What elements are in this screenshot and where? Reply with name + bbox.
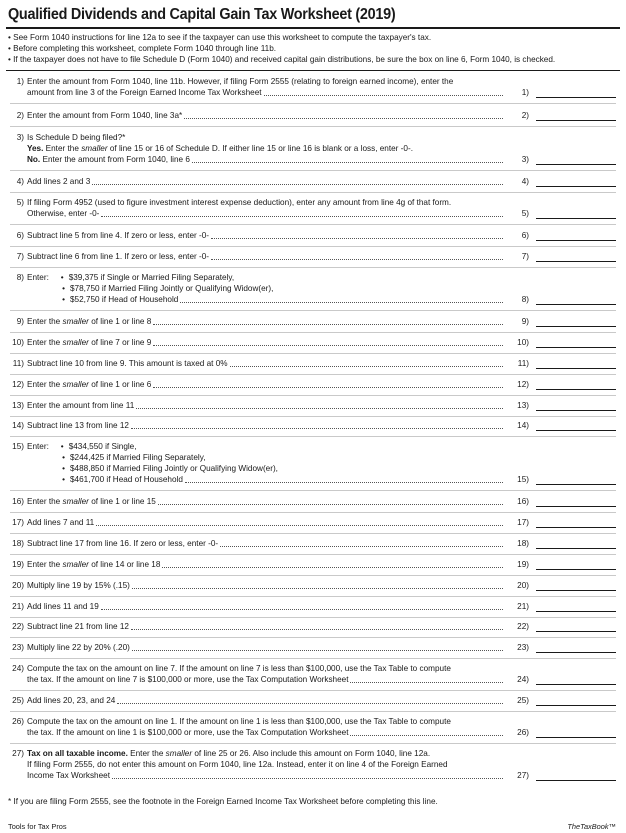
line-9-amount-field[interactable] <box>536 316 616 327</box>
footer-publisher: Tools for Tax Pros <box>8 822 67 831</box>
line-ref: 8) <box>521 295 529 304</box>
line-text: Subtract line 21 from line 12 <box>27 622 129 631</box>
line-ref: 7) <box>521 252 529 261</box>
line-number: 3) <box>16 133 24 142</box>
bullets-divider <box>6 70 620 71</box>
line-text: Subtract line 5 from line 4. If zero or less, enter -0- <box>27 231 210 240</box>
title-divider <box>6 27 620 29</box>
line-25-amount-field[interactable] <box>536 695 616 706</box>
line-text: Subtract line 13 from line 12 <box>27 421 129 430</box>
line-24-amount-field[interactable] <box>536 674 616 685</box>
line-text: the tax. If the amount on line 7 is $100,000 or more, use the Tax Computation Worksheet <box>27 675 349 684</box>
line-17-amount-field[interactable] <box>536 517 616 528</box>
line-5-amount-field[interactable] <box>536 208 616 219</box>
line-ref: 19) <box>517 560 529 569</box>
worksheet-title: Qualified Dividends and Capital Gain Tax Worksheet (2019) <box>8 6 396 23</box>
line-text: Add lines 2 and 3 <box>27 177 91 186</box>
line-number: 4) <box>16 177 24 186</box>
line-14-amount-field[interactable] <box>536 420 616 431</box>
line-text: Subtract line 17 from line 16. If zero or less, enter -0- <box>27 539 219 548</box>
line-ref: 13) <box>517 401 529 410</box>
line-number: 17) <box>12 518 24 527</box>
line-text: Otherwise, enter -0- <box>27 209 100 218</box>
line-2-amount-field[interactable] <box>536 110 616 121</box>
line-number: 24) <box>12 664 24 673</box>
line-8-amount-field[interactable] <box>536 294 616 305</box>
line-ref: 27) <box>517 771 529 780</box>
line-text: Add lines 20, 23, and 24 <box>27 696 116 705</box>
line-16-amount-field[interactable] <box>536 496 616 507</box>
line-ref: 14) <box>517 421 529 430</box>
instruction-bullet: • If the taxpayer does not have to file Schedule D (Form 1040) and received capital gain distributions, be sure the box on line 6, Form 1040, is checked. <box>8 55 556 64</box>
line-ref: 4) <box>521 177 529 186</box>
line-ref: 18) <box>517 539 529 548</box>
line-6-amount-field[interactable] <box>536 230 616 241</box>
line-number: 14) <box>12 421 24 430</box>
line-text: Enter the amount from line 11 <box>27 401 135 410</box>
line-number: 2) <box>16 111 24 120</box>
line-text: Subtract line 10 from line 9. This amount is taxed at 0% <box>27 359 228 368</box>
line-text: Multiply line 22 by 20% (.20) <box>27 643 130 652</box>
line-ref: 6) <box>521 231 529 240</box>
line-7-amount-field[interactable] <box>536 251 616 262</box>
line-number: 5) <box>16 198 24 207</box>
footer-brand: TheTaxBook™ <box>567 822 616 831</box>
line-number: 18) <box>12 539 24 548</box>
line-text: Add lines 11 and 19 <box>27 602 99 611</box>
line-ref: 9) <box>521 317 529 326</box>
line-text: If filing Form 4952 (used to figure investment interest expense deduction), enter any amount from line 4g of that form. <box>27 198 452 207</box>
line-20-amount-field[interactable] <box>536 580 616 591</box>
line-text: the tax. If the amount on line 1 is $100,000 or more, use the Tax Computation Worksheet <box>27 728 349 737</box>
line-number: 10) <box>12 338 24 347</box>
line-number: 1) <box>16 77 24 86</box>
line-ref: 26) <box>517 728 529 737</box>
line-ref: 12) <box>517 380 529 389</box>
line-15-amount-field[interactable] <box>536 474 616 485</box>
line-number: 9) <box>16 317 24 326</box>
line-ref: 16) <box>517 497 529 506</box>
line-text: Compute the tax on the amount on line 7. If the amount on line 7 is less than $100,000, use the Tax Table to compute <box>27 664 451 673</box>
line-13-amount-field[interactable] <box>536 400 616 411</box>
line-ref: 10) <box>517 338 529 347</box>
line-ref: 17) <box>517 518 529 527</box>
line-number: 8) <box>16 273 24 282</box>
line-number: 20) <box>12 581 24 590</box>
line-number: 11) <box>12 359 24 368</box>
line-18-amount-field[interactable] <box>536 538 616 549</box>
footnote: * If you are filing Form 2555, see the footnote in the Foreign Earned Income Tax Worksheet before completing this line. <box>8 797 438 806</box>
line-ref: 2) <box>521 111 529 120</box>
line-19-amount-field[interactable] <box>536 559 616 570</box>
line-ref: 1) <box>521 88 529 97</box>
instruction-bullets <box>8 32 618 65</box>
line-text: Compute the tax on the amount on line 1. If the amount on line 1 is less than $100,000, use the Tax Table to compute <box>27 717 451 726</box>
line-number: 15) <box>12 442 24 451</box>
line-number: 25) <box>12 696 24 705</box>
line-4-amount-field[interactable] <box>536 176 616 187</box>
line-23-amount-field[interactable] <box>536 642 616 653</box>
line-number: 22) <box>12 622 24 631</box>
line-number: 26) <box>12 717 24 726</box>
line-11-amount-field[interactable] <box>536 358 616 369</box>
line-27-amount-field[interactable] <box>536 770 616 781</box>
line-21-amount-field[interactable] <box>536 601 616 612</box>
line-26-amount-field[interactable] <box>536 727 616 738</box>
line-ref: 22) <box>517 622 529 631</box>
line-3-amount-field[interactable] <box>536 154 616 165</box>
line-text: Multiply line 19 by 15% (.15) <box>27 581 130 590</box>
line-ref: 23) <box>517 643 529 652</box>
instruction-bullet: • Before completing this worksheet, complete Form 1040 through line 11b. <box>8 44 277 53</box>
line-text: amount from line 3 of the Foreign Earned Income Tax Worksheet <box>27 88 262 97</box>
line-number: 23) <box>12 643 24 652</box>
line-ref: 20) <box>517 581 529 590</box>
line-text: Enter the amount from Form 1040, line 3a* <box>27 111 183 120</box>
line-text: Enter the amount from Form 1040, line 11b. However, if filing Form 2555 (relating to foreign earned income), enter the <box>27 77 454 86</box>
line-number: 7) <box>16 252 24 261</box>
line-number: 19) <box>12 560 24 569</box>
line-number: 13) <box>12 401 24 410</box>
line-10-amount-field[interactable] <box>536 337 616 348</box>
line-text: If filing Form 2555, do not enter this amount on Form 1040, line 12a. Instead, enter it on line 4 of the Foreign Earned <box>27 760 448 769</box>
line-text: Add lines 7 and 11 <box>27 518 95 527</box>
line-ref: 3) <box>521 155 529 164</box>
line-number: 6) <box>16 231 24 240</box>
line-text: Income Tax Worksheet <box>27 771 110 780</box>
line-number: 16) <box>12 497 24 506</box>
line-1-amount-field[interactable] <box>536 87 616 98</box>
line-22-amount-field[interactable] <box>536 621 616 632</box>
line-ref: 15) <box>517 475 529 484</box>
line-ref: 24) <box>517 675 529 684</box>
line-number: 12) <box>12 380 24 389</box>
line-ref: 25) <box>517 696 529 705</box>
line-ref: 5) <box>521 209 529 218</box>
line-12-amount-field[interactable] <box>536 379 616 390</box>
line-text: Subtract line 6 from line 1. If zero or less, enter -0- <box>27 252 210 261</box>
line-number: 21) <box>12 602 24 611</box>
line-ref: 21) <box>517 602 529 611</box>
instruction-bullet: • See Form 1040 instructions for line 12a to see if the taxpayer can use this worksheet to compute the taxpayer's tax. <box>8 33 432 42</box>
line-text: Is Schedule D being filed?* <box>27 133 126 142</box>
line-ref: 11) <box>517 359 529 368</box>
line-number: 27) <box>12 749 24 758</box>
